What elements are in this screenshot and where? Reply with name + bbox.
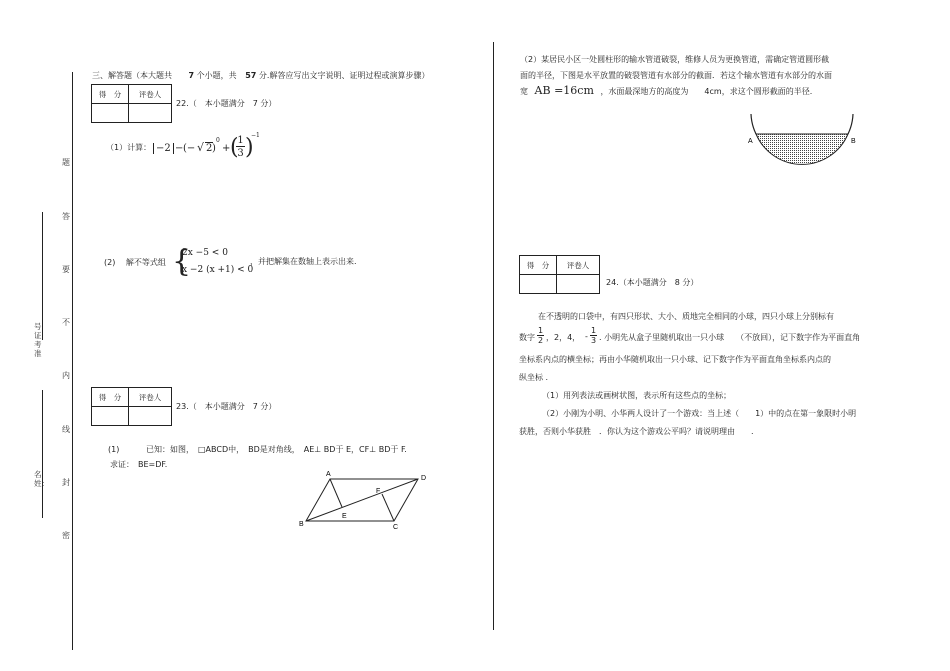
grader-cell[interactable] (129, 407, 172, 426)
binding-char-8: 密 (62, 531, 70, 540)
q24-line4: 纵坐标 . (519, 373, 549, 382)
score-box-q22 (91, 84, 172, 123)
q24-line6: （2）小刚为小明、小华两人设计了一个游戏：当上述（ 1）中的点在第一象限时小明 (542, 409, 857, 418)
grader-cell[interactable] (129, 104, 172, 123)
binding-line-left-1 (42, 212, 43, 340)
label-B: B (299, 521, 304, 528)
q24-title: 24.（本小题满分 8 分） (606, 278, 699, 287)
q24-line2: 数字 1 2 ，2，4， - 1 3 . 小明先从盒子里随机取出一只小球 （不放回），记下数字作为平面直角 (519, 326, 861, 345)
score-box-q24 (519, 255, 600, 294)
pipe-problem-line3: 宽 AB =16cm ，水面最深地方的高度为 4cm，求这个圆形截面的半径. (520, 84, 813, 97)
q22-part2-label: (2) 解不等式组 (104, 258, 166, 267)
binding-line-outer (72, 72, 73, 650)
q23-part1-text: 已知：如图， □ABCD中， BD是对角线， AE⊥ BD于 E，CF⊥ BD于 F. (146, 445, 407, 454)
grader-label: 评卷人 (129, 85, 172, 104)
binding-char-1: 题 (62, 158, 70, 167)
q22-title: 22.（ 本小题满分 7 分） (176, 99, 277, 108)
q22-part2-brace: { (172, 244, 192, 279)
score-cell[interactable] (520, 275, 557, 294)
binding-char-7: 封 (62, 478, 70, 487)
score-label: 得 分 (92, 85, 129, 104)
grader-label: 评卷人 (129, 388, 172, 407)
q22-part2-line1: 2x −5 < 0 (182, 248, 228, 258)
label-F: F (376, 488, 381, 495)
parallelogram-figure (296, 468, 432, 534)
q22-part2-tail: ，并把解集在数轴上表示出来. (250, 257, 357, 266)
label-E: E (342, 513, 347, 520)
pipe-problem-line2: 面的半径，下图是水平放置的破裂管道有水部分的截面．若这个输水管道有水部分的水面 (520, 71, 832, 80)
score-label: 得 分 (520, 256, 557, 275)
q22-part1-expression: −2 − (− √ 2 ) 0 + ( 1 3 ) −1 (153, 134, 263, 164)
label-kaohao: 号证考准 (34, 322, 42, 358)
q24-line5: （1）用列表法或画树状图，表示所有这些点的坐标； (542, 391, 732, 400)
score-cell[interactable] (92, 104, 129, 123)
score-cell[interactable] (92, 407, 129, 426)
binding-char-5: 内 (62, 371, 70, 380)
label-D: D (421, 475, 427, 482)
q22-part2-line2: x −2 (x +1) < 0 (182, 265, 254, 275)
label-A: A (748, 138, 753, 145)
section-heading: 三、解答题（本大题共 7 个小题，共 57 分.解答应写出文字说明、证明过程或演算步骤） (92, 71, 430, 80)
binding-char-3: 要 (62, 265, 70, 274)
grader-cell[interactable] (557, 275, 600, 294)
label-A: A (326, 471, 331, 478)
q23-part1-prove: 求证： BE=DF. (110, 460, 168, 469)
binding-char-4: 不 (62, 318, 70, 327)
binding-char-6: 线 (62, 425, 70, 434)
binding-line-left-2 (42, 390, 43, 518)
score-label: 得 分 (92, 388, 129, 407)
pipe-cross-section (744, 108, 864, 176)
binding-char-2: 答 (62, 212, 70, 221)
page-divider (493, 42, 494, 630)
q24-line1: 在不透明的口袋中，有四只形状、大小、质地完全相同的小球，四只小球上分别标有 (538, 312, 834, 321)
q24-line7: 获胜，否则小华获胜 ．你认为这个游戏公平吗？请说明理由 . (519, 427, 754, 436)
label-C: C (393, 524, 399, 531)
q24-line3: 坐标系内点的横坐标；再由小华随机取出一只小球、记下数字作为平面直角坐标系内点的 (519, 355, 831, 364)
q23-part1-number: (1) (108, 445, 120, 454)
label-xingming: 名姓： (34, 470, 49, 488)
label-B: B (851, 138, 856, 145)
grader-label: 评卷人 (557, 256, 600, 275)
score-box-q23 (91, 387, 172, 426)
pipe-problem-line1: （2）某居民小区一处圆柱形的输水管道破裂，维修人员为更换管道，需确定管道圆形截 (520, 55, 830, 64)
q23-title: 23.（ 本小题满分 7 分） (176, 402, 277, 411)
q22-part1-label: （1）计算： (106, 143, 152, 152)
